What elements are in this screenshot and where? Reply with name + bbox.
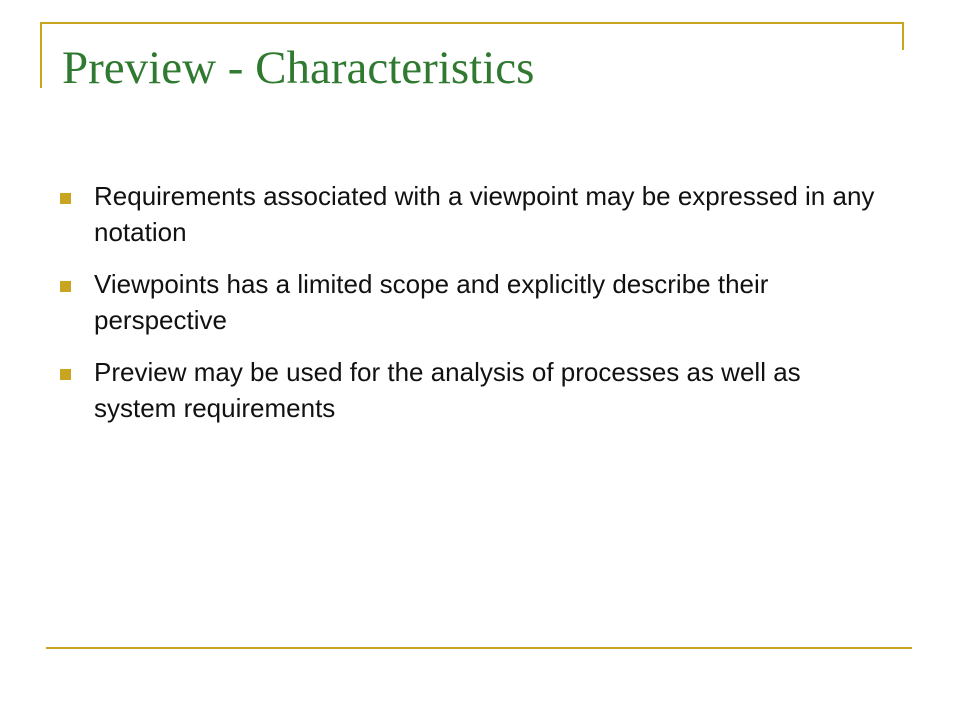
bullet-item [60, 266, 880, 338]
square-bullet-icon [60, 369, 71, 380]
bullet-text: Requirements associated with a viewpoint may be expressed in any notation [94, 181, 875, 247]
bullet-item [60, 354, 880, 426]
bullet-text: Viewpoints has a limited scope and explicitly describe their perspective [94, 269, 769, 335]
bullet-list [60, 178, 880, 442]
frame-bottom-divider [46, 647, 912, 649]
square-bullet-icon [60, 281, 71, 292]
frame-top-divider [40, 22, 904, 24]
slide-title: Preview - Characteristics [62, 42, 535, 94]
bullet-item [60, 178, 880, 250]
square-bullet-icon [60, 193, 71, 204]
frame-left-divider [40, 22, 42, 88]
frame-right-divider [902, 22, 904, 50]
bullet-text: Preview may be used for the analysis of processes as well as system requirements [94, 357, 801, 423]
